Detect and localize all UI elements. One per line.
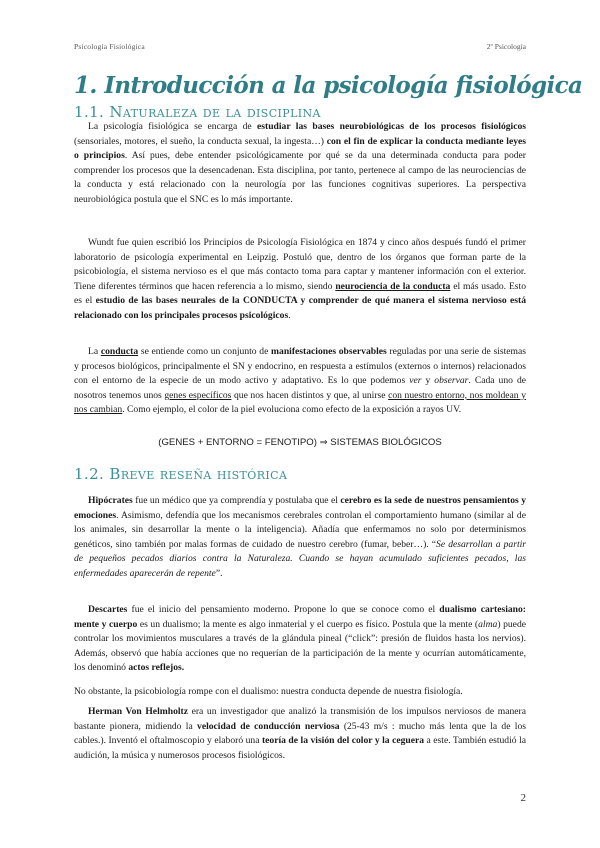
paragraph-descartes: Descartes fue el inicio del pensamiento moderno. Propone lo que se conoce como el dualismo cartesiano: mente y cuerpo es un dualismo; la mente es algo inmaterial y el cuerpo es físico. Postula que la mente (alma) puede controlar los movimientos musculares a través de la glándula pineal (“click”: presión de fluidos hasta los nervios). Además, observó que había acciones que no requerían de la participación de la mente y ocurrían automáticamente, los denominó actos reflejos. — [74, 604, 526, 674]
paragraph-wundt: Wundt fue quien escribió los Principios de Psicología Fisiológica en 1874 y cinco años después fundó el primer laboratorio de psicología experimental en Leipzig. Postuló que, dentro de los órganos que forman parte de la psicobiología, el sistema nervioso es el que más contacto toma para captar y mantener información con el exterior. Tiene diferentes términos que hacen referencia a lo mismo, siendo neurociencia de la conducta el más usado. Esto es el estudio de las bases neurales de la CONDUCTA y comprender de qué manera el sistema nervioso está relacionado con los principales procesos psicológicos. — [74, 237, 526, 321]
header-left: Psicología Fisiológica — [74, 42, 145, 51]
paragraph-hipocrates: Hipócrates fue un médico que ya comprendía y postulaba que el cerebro es la sede de nuestros pensamientos y emociones. Asimismo, defendía que los mecanismos cerebrales controlan el comportamiento humano (similar al de los animales, sin desarrollar la mente o la inteligencia). Añadía que enfermamos no solo por determinismos genéticos, sino también por malas formas de cuidado de nuestro cerebro (fumar, beber…). “Se desarrollan a partir de pequeños pecados diarios contra la Naturaleza. Cuando se hayan acumulado suficientes pecados, las enfermedades aparecerán de repente”. — [74, 495, 527, 579]
paragraph-naturaleza: La psicología fisiológica se encarga de estudiar las bases neurobiológicas de los procesos fisiológicos (sensoriales, motores, el sueño, la conducta sexual, la ingesta…) con el fin de explicar la conducta mediante leyes o principios. Así pues, debe entender psicológicamente por qué se da una determinada conducta para poder comprender los procesos que la desencadenan. Esta disciplina, por tanto, pertenece al campo de las neurociencias de la conducta y está relacionado con la neurología por las funciones cognitivas superiores. La perspectiva neurobiológica postula que el SNC es lo más importante. — [74, 121, 526, 205]
section-heading-1-1: 1.1. Naturaleza de la disciplina — [74, 103, 321, 121]
formula-genes-entorno: (GENES + ENTORNO = FENOTIPO) ⇒ SISTEMAS BIOLÓGICOS — [158, 437, 442, 448]
paragraph-psicobiologia: No obstante, la psicobiología rompe con el dualismo: nuestra conducta depende de nuestra fisiología. — [74, 686, 463, 697]
chapter-title: 1. Introducción a la psicología fisiológica — [74, 72, 583, 99]
header-right: 2º Psicología — [486, 42, 526, 51]
paragraph-conducta: La conducta se entiende como un conjunto de manifestaciones observables reguladas por una serie de sistemas y procesos biológicos, principalmente el SN y endocrino, en respuesta a estímulos (externos o internos) relacionados con el entorno de la especie de un modo activo y adaptativo. Es lo que podemos ver y observar. Cada uno de nosotros tenemos unos genes específicos que nos hacen distintos y que, al unirse con nuestro entorno, nos moldean y nos cambian. Como ejemplo, el color de la piel evoluciona como efecto de la exposición a rayos UV. — [74, 346, 527, 416]
paragraph-helmholtz: Herman Von Helmholtz era un investigador que analizó la transmisión de los impulsos nerviosos de manera bastante pionera, midiendo la velocidad de conducción nerviosa (25-43 m/s : mucho más lenta que la de los cables.). Inventó el oftalmoscopio y elaboró una teoría de la visión del color y la ceguera a este. También estudió la audición, la música y numerosos procesos fisiológicos. — [74, 706, 526, 761]
page-number: 2 — [520, 792, 526, 804]
section-heading-1-2: 1.2. Breve reseña histórica — [74, 465, 288, 483]
